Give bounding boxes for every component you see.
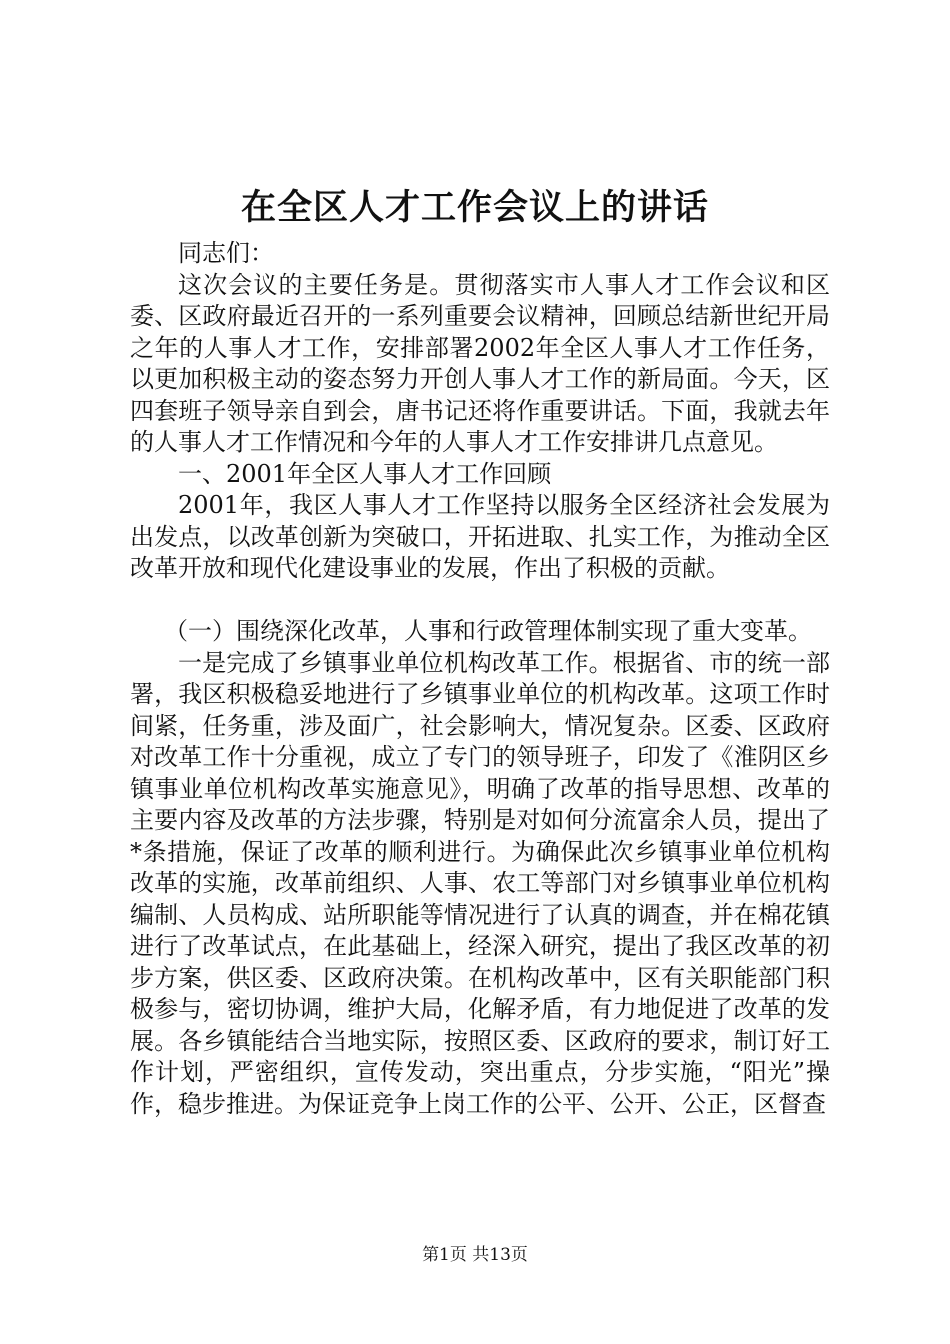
- document-title: 在全区人才工作会议上的讲话: [240, 187, 709, 228]
- section-heading: 一、2001年全区人事人才工作回顾: [178, 459, 552, 488]
- document-body: [130, 238, 830, 1120]
- subsection-heading: （一）围绕深化改革，人事和行政管理体制实现了重大变革。: [164, 617, 812, 645]
- paragraph: 一是完成了乡镇事业单位机构改革工作。根据省、市的统一部署，我区积极稳妥地进行了乡镇事业单位的机构改革。这项工作时间紧，任务重，涉及面广，社会影响大，情况复杂。区委、区政府对改革工作十分重视，成立了专门的领导班子，印发了《淮阴区乡镇事业单位机构改革实施意见》，明确了改革的指导思想、改革的主要内容及改革的方法步骤，特别是对如何分流富余人员，提出了*条措施，保证了改革的顺利进行。为确保此次乡镇事业单位机构改革的实施，改革前组织、人事、农工等部门对乡镇事业单位机构编制、人员构成、站所职能等情况进行了认真的调查，并在棉花镇进行了改革试点，在此基础上，经深入研究，提出了我区改革的初步方案，供区委、区政府决策。在机构改革中，区有关职能部门积极参与，密切协调，维护大局，化解矛盾，有力地促进了改革的发展。各乡镇能结合当地实际，按照区委、区政府的要求，制订好工作计划，严密组织，宣传发动，突出重点，分步实施，“阳光”操作，稳步推进。为保证竞争上岗工作的公平、公开、公正，区督查: [130, 648, 830, 1118]
- page-footer: 第1页 共13页: [422, 1245, 528, 1265]
- paragraph: 2001年，我区人事人才工作坚持以服务全区经济社会发展为出发点，以改革创新为突破口，开拓进取、扎实工作，为推动全区改革开放和现代化建设事业的发展，作出了积极的贡献。: [130, 491, 830, 582]
- paragraph: 这次会议的主要任务是。贯彻落实市人事人才工作会议和区委、区政府最近召开的一系列重要会议精神，回顾总结新世纪开局之年的人事人才工作，安排部署2002年全区人事人才工作任务，以更加积极主动的姿态努力开创人事人才工作的新局面。今天，区四套班子领导亲自到会，唐书记还将作重要讲话。下面，我就去年的人事人才工作情况和今年的人事人才工作安排讲几点意见。: [130, 270, 830, 456]
- salutation: 同志们：: [178, 239, 274, 267]
